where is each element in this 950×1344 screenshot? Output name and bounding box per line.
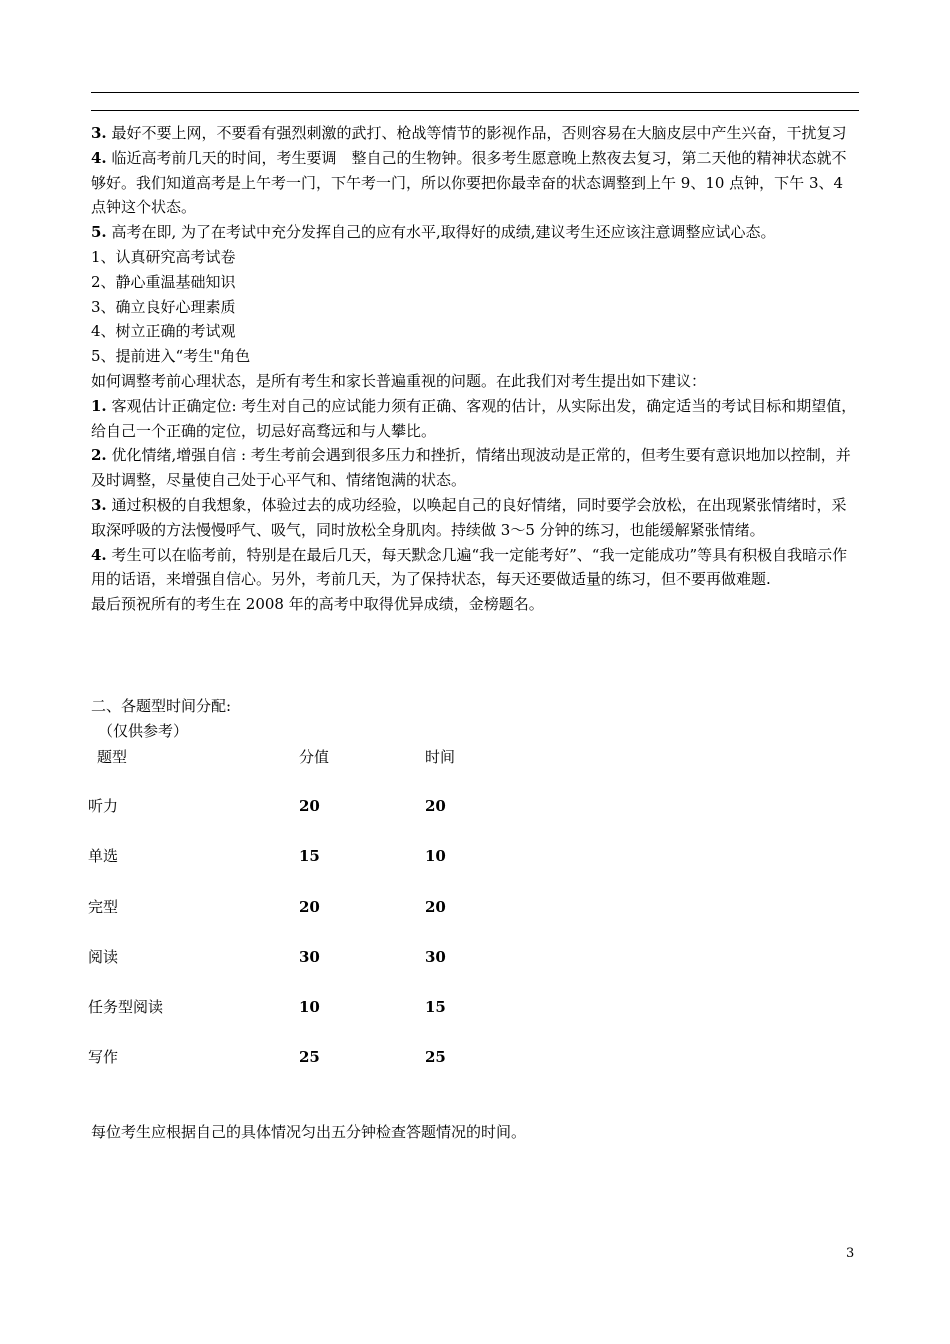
advice-3: 3. 通过积极的自我想象，体验过去的成功经验，以唤起自己的良好情绪，同时要学会放松，在出现紧张情绪时，采取深呼吸的方法慢慢呼气、吸气，同时放松全身肌肉。持续做 3～5 分钟的练习，也能缓解紧张情绪。 — [91, 495, 847, 539]
cell-score: 15 — [299, 847, 320, 865]
cell-score: 20 — [299, 898, 320, 916]
table-row — [88, 1045, 608, 1069]
cell-time: 20 — [425, 797, 446, 815]
table-row — [88, 794, 608, 818]
cell-score: 10 — [299, 998, 320, 1016]
closing-wish: 最后预祝所有的考生在 2008 年的高考中取得优异成绩，金榜题名。 — [91, 595, 544, 614]
cell-score: 30 — [299, 948, 320, 966]
list-item: 4、树立正确的考试观 — [91, 322, 236, 341]
paragraph-4: 4. 临近高考前几天的时间，考生要调 整自己的生物钟。很多考生愿意晚上熬夜去复习，第二天他的精神状态就不够好。我们知道高考是上午考一门，下午考一门，所以你要把你最幸奋的状态调整到上午 9、10 点钟，下午 3、4 点钟这个状态。 — [91, 148, 847, 217]
header-type: 题型 — [97, 748, 128, 766]
advice-4: 4. 考生可以在临考前，特别是在最后几天，每天默念几遍“我一定能考好”、“我一定能成功”等具有积极自我暗示作用的话语，来增强自信心。另外，考前几天，为了保持状态，每天还要做适量的练习，但不要再做难题. — [91, 545, 848, 589]
cell-score: 25 — [299, 1048, 320, 1066]
footer-note: 每位考生应根据自己的具体情况匀出五分钟检查答题情况的时间。 — [91, 1123, 527, 1141]
cell-time: 25 — [425, 1048, 446, 1066]
paragraph-3: 3. 最好不要上网，不要看有强烈刺激的武打、枪战等情节的影视作品，否则容易在大脑皮层中产生兴奋，干扰复习 — [91, 124, 847, 142]
table-row — [88, 895, 608, 919]
table-row — [88, 995, 608, 1019]
page-number: 3 — [846, 1246, 855, 1261]
cell-type: 听力 — [88, 797, 119, 815]
cell-time: 30 — [425, 948, 446, 966]
cell-time: 10 — [425, 847, 446, 865]
intro-paragraph: 如何调整考前心理状态，是所有考生和家长普遍重视的问题。在此我们对考生提出如下建议： — [91, 371, 707, 390]
header-rule-bottom — [91, 110, 859, 111]
cell-time: 15 — [425, 998, 446, 1016]
section-note: （仅供参考） — [98, 722, 189, 740]
cell-type: 单选 — [88, 847, 119, 865]
table-row — [88, 945, 608, 969]
header-score: 分值 — [299, 748, 330, 766]
advice-1: 1. 客观估计正确定位: 考生对自己的应试能力须有正确、客观的估计，从实际出发，确定适当的考试目标和期望值，给自己一个正确的定位，切忌好高骛远和与人攀比。 — [91, 396, 857, 440]
cell-type: 完型 — [88, 898, 119, 916]
cell-type: 阅读 — [88, 948, 119, 966]
list-item: 1、认真研究高考试卷 — [91, 247, 236, 266]
cell-type: 任务型阅读 — [88, 998, 164, 1016]
cell-time: 20 — [425, 898, 446, 916]
cell-type: 写作 — [88, 1048, 119, 1066]
list-item: 3、确立良好心理素质 — [91, 297, 236, 316]
paragraph-5: 5. 高考在即, 为了在考试中充分发挥自己的应有水平,取得好的成绩,建议考生还应该注意调整应试心态。 — [91, 223, 776, 242]
list-item: 2、静心重温基础知识 — [91, 272, 236, 291]
list-item: 5、提前进入“考生"角色 — [91, 347, 251, 366]
body-text — [91, 121, 861, 617]
table-row — [88, 844, 608, 868]
cell-score: 20 — [299, 797, 320, 815]
advice-2: 2. 优化情绪,增强自信 : 考生考前会遇到很多压力和挫折，情绪出现波动是正常的，但考生要有意识地加以控制，并及时调整，尽量使自己处于心平气和、情绪饱满的状态。 — [91, 446, 851, 490]
header-rule-top — [91, 92, 859, 93]
section-title: 二、各题型时间分配: — [91, 697, 232, 715]
table-header — [88, 745, 608, 769]
header-time: 时间 — [425, 748, 456, 766]
